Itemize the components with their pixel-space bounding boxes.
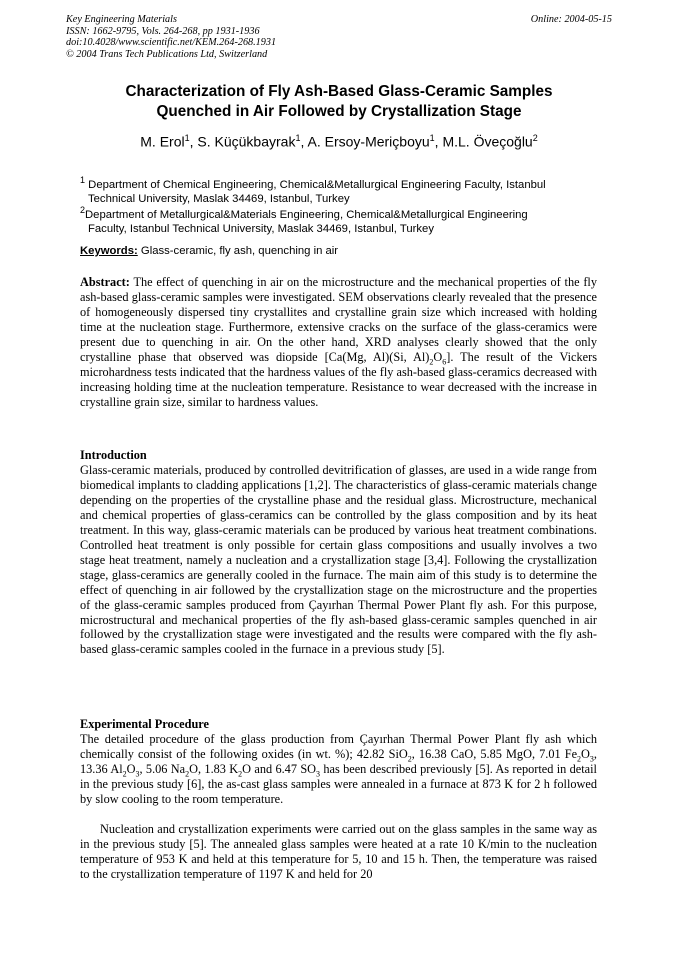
subscript: 3 [316, 769, 321, 779]
doi-line: doi:10.4028/www.scientific.net/KEM.264-268.1931 [66, 37, 277, 48]
subscript: 2 [185, 769, 190, 779]
subscript: 6 [442, 357, 447, 367]
subscript: 2 [429, 357, 434, 367]
author-name: M.L. Öveçoğlu [442, 133, 533, 150]
keywords-line [80, 245, 338, 257]
abstract-text: The effect of quenching in air on the microstructure and the mechanical properties of the fly ash-based glass-ceramic samples were investigated. SEM observations clearly revealed that the presence of homogeneously dispersed tiny crystallites and crystalline grain size which increased with holding time at the nucleation stage. Furthermore, extensive cracks on the surface of the glass-ceramics were present due to quenching in air. On the other hand, XRD analyses clearly showed that the only crystalline phase that observed was diopside [Ca(Mg, Al)(Si, Al) [80, 275, 598, 364]
body-text: has been described previously [5]. As reported in detail in the previous study [6], the as-cast glass samples were annealed in a furnace at 873 K for 2 h followed by slow cooling to the room temperature. [80, 761, 597, 806]
subscript: 3 [135, 769, 140, 779]
affiliation-number: 1 [80, 175, 86, 185]
paper-title [66, 82, 612, 121]
author-name: M. Erol [140, 133, 185, 150]
subscript: 2 [122, 769, 127, 779]
keywords-label: Keywords: [80, 245, 138, 257]
author-name: S. Küçükbayrak [197, 133, 296, 150]
abstract-text: ]. The result of the Vickers microhardness tests indicated that the hardness values of the fly ash-based glass-ceramics decreased with increasing holding time at the nucleation temperature. Resistance to wear decreased with the increase in crystalline grain size, similar to hardness values. [80, 349, 597, 409]
subscript: 2 [407, 754, 412, 764]
journal-name: Key Engineering Materials [66, 14, 177, 25]
copyright-line: © 2004 Trans Tech Publications Ltd, Switzerland [66, 48, 268, 60]
section-heading-experimental: Experimental Procedure [80, 717, 209, 731]
abstract-text: O [433, 349, 443, 364]
body-text: The detailed procedure of the glass production from Çayırhan Thermal Power Plant fly ash which chemically consist of the following oxides (in wt. %); 42.82 SiO [80, 732, 597, 761]
author-affiliation-mark: 2 [532, 133, 538, 143]
section-heading-introduction: Introduction [80, 448, 147, 462]
subscript: 2 [577, 754, 582, 764]
subscript: 2 [238, 769, 243, 779]
affiliation-1 [80, 173, 596, 207]
introduction-paragraph: Glass-ceramic materials, produced by controlled devitrification of glasses, are used in a wide range from biomedical implants to cladding applications [1,2]. The characteristics of glass-ceramic materials change depending on the properties of the crystalline phase and the residual glass. Microstructure, mechanical and chemical properties of glass-ceramics can be controlled by the glass composition and by its heat treatment. In this way, glass-ceramic materials can be produced by various heat treatment combinations. Controlled heat treatment is only possible for certain glass compositions and usually involves a two stage heat treatment, namely a nucleation and a crystallization stage [3,4]. Following the crystallization stage, glass-ceramics are generally cooled in the furnace. The main aim of this study is to determine the effect of quenching in air followed by the crystallization stage on the microstructure and the properties of the glass-ceramic samples produced from Çayırhan Thermal Power Plant fly ash. For this purpose, microstructural and mechanical properties of the fly ash-based glass-ceramic samples quenched in air followed by the crystallization stage were investigated and the results were compared with the fly ash-based glass-ceramic samples cooled in the furnace in a previous study [5]. [80, 463, 597, 657]
experimental-paragraph-1 [80, 732, 597, 807]
affiliation-number: 2 [80, 205, 86, 215]
author-name: A. Ersoy-Meriçboyu [307, 133, 430, 150]
affiliation-line: Faculty, Istanbul Technical University, Maslak 34469, Istanbul, Turkey [88, 223, 434, 236]
body-text: , 13.36 Al [80, 746, 597, 776]
body-text: O and 6.47 SO [242, 761, 317, 776]
experimental-paragraph-2: Nucleation and crystallization experiments were carried out on the glass samples in the same way as in the previous study [5]. The annealed glass samples were heated at a rate 10 K/min to the nucleation temperature of 953 K and held at this temperature for 5, 10 and 15 h. Then, the temperature was raised to the crystallization temperature of 1197 K and held for 20 [80, 822, 597, 881]
body-text: O [126, 761, 136, 776]
body-text: O, 1.83 K [189, 761, 239, 776]
title-line-1: Characterization of Fly Ash-Based Glass-Ceramic Samples [125, 83, 553, 100]
online-date: Online: 2004-05-15 [530, 14, 612, 25]
title-line-2: Quenched in Air Followed by Crystallization Stage [156, 102, 522, 120]
affiliation-line: Department of Metallurgical&Materials Engineering, Chemical&Metallurgical Engineering [85, 208, 528, 221]
subscript: 3 [589, 754, 594, 764]
body-text: , 16.38 CaO, 5.85 MgO, 7.01 Fe [411, 746, 578, 761]
author-affiliation-mark: 1 [184, 133, 190, 143]
abstract-label: Abstract: [80, 275, 130, 289]
affiliation-2 [80, 203, 596, 237]
author-affiliation-mark: 1 [429, 133, 435, 143]
body-text: O [581, 746, 590, 761]
affiliation-line: Technical University, Maslak 34469, Istanbul, Turkey [88, 193, 350, 206]
author-list: M. Erol$^1$, S. Küçükbayrak$^1$, A. Ersoy-Meriçboyu$^1$, M.L. Öveçoğlu$^2$ [140, 133, 538, 150]
journal-metadata [66, 14, 276, 60]
author-affiliation-mark: 1 [295, 133, 301, 143]
affiliation-line: Department of Chemical Engineering, Chemical&Metallurgical Engineering Faculty, Istanbul [88, 178, 546, 191]
body-text: , 5.06 Na [139, 761, 186, 776]
issn-line: ISSN: 1662-9795, Vols. 264-268, pp 1931-1936 [66, 25, 260, 37]
keywords-text: Glass-ceramic, fly ash, quenching in air [140, 245, 339, 257]
abstract [80, 275, 597, 410]
